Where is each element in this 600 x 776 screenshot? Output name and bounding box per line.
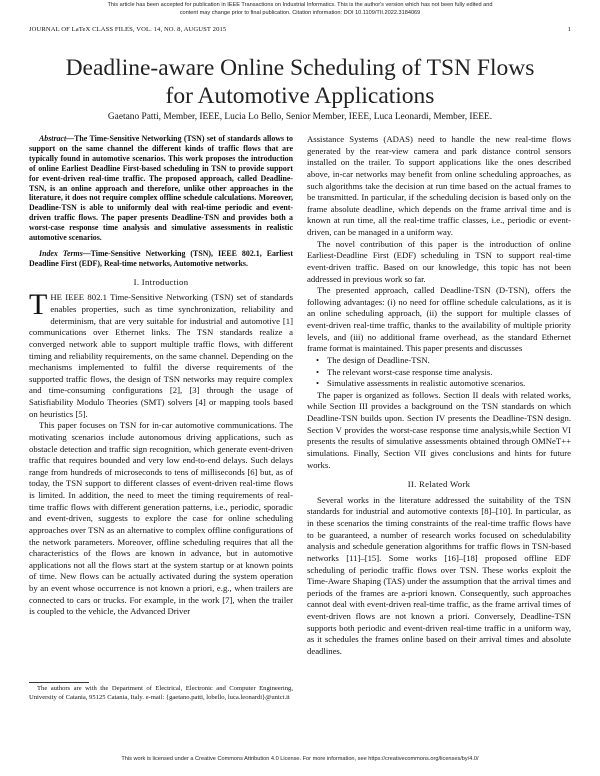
related-paragraph-1: Several works in the literature addressed the suitability of the TSN standards for industrial and automotive contexts [8]–[10]. In particular, as in these scenarios the timing constraints of the real-time traffic flows have to be guaranteed, a number of research works focused on schedulability analysis and schedule generation algorithms for traffic flows in TSN-based networks [11]–[15]. Some works [16]–[18] proposed offline EDF scheduling of periodic traffic flows over TSN. These works exploit the Time-Aware Shaping (TAS) under the assumption that the arrival times and periods of the frames are a-priori known. Consequently, such approaches cannot deal with event-driven real-time traffic, as the frame arrival times of event-driven flows are not known a priori. Conversely, Deadline-TSN supports both periodic and event-driven real-time traffic in a uniform way, as it schedules the frames online based on their arrival times and absolute deadlines. xyxy=(307,494,571,656)
journal-name: JOURNAL OF LaTeX CLASS FILES, VOL. 14, NO. 8, AUGUST 2015 xyxy=(29,26,227,33)
index-terms-label: Index Terms xyxy=(39,248,83,258)
page-number: 1 xyxy=(567,26,571,33)
index-terms xyxy=(29,249,293,269)
abstract-label: Abstract— xyxy=(39,134,75,143)
author-footnote: The authors are with the Department of Electrical, Electronic and Computer Engineering, University of Catania, 95125 Catania, Italy. e-mail: {gaetano.patti, lobello, luca.leonardi}@unict.it xyxy=(29,685,293,701)
paper-title xyxy=(0,54,600,110)
left-column xyxy=(29,134,293,618)
license-footer: This work is licensed under a Creative Commons Attribution 4.0 License. For more information, see https://creativecommons.org/licenses/by/4.0/ xyxy=(121,756,479,762)
right-paragraph-3: The presented approach, called Deadline-TSN (D-TSN), offers the following advantages: (i) no need for offline schedule calculations, as it is an online scheduling approach, (ii) the support for multiple classes of event-driven real-time traffic, thanks to the availability of multiple priority levels, and (iii) no additional frame overhead, as the standard Ethernet frame format is maintained. This paper presents and discusses xyxy=(307,285,571,354)
contribution-list xyxy=(307,355,571,390)
list-item: • The relevant worst-case response time analysis. xyxy=(307,367,571,379)
intro-paragraph-1 xyxy=(29,288,293,420)
intro-paragraph-2: This paper focuses on TSN for in-car automotive communications. The motivating scenarios include autonomous driving applications, such as obstacle detection and traffic sign recognition, which generate event-driven traffic that requires bounded and very low end-to-end delays. Such delays range from hundreds of microseconds to tens of milliseconds [6] but, as of today, the TSN support to different classes of event-driven real-time flows is limited. In addition, the need to meet the timing requirements of real-time traffic flows with different generation patterns, i.e., periodic, sporadic and event-driven, suggests to explore the case for online scheduling approaches over TSN as an alternative to complex offline configurations of the network parameters. Moreover, offline scheduling requires that all the characteristics of the flows are known in advance, but in automotive applications not all the flows start at the system startup or at known points of time. New flows can be actually activated during the system operation by an event whose occurrence is not known a priori, e.g., when trailers are connected to cars or trucks. For example, in the work [7], when the trailer is coupled to the vehicle, the Advanced Driver xyxy=(29,420,293,617)
right-paragraph-2: The novel contribution of this paper is the introduction of online Earliest-Deadline First (EDF) scheduling in TSN to support real-time event-driven traffic. Based on our knowledge, this topic has not been addressed in previous work so far. xyxy=(307,238,571,284)
running-head xyxy=(29,26,571,33)
publication-notice-line1: This article has been accepted for publication in IEEE Transactions on Industrial Informatics. This is the author's version which has not been fully edited and xyxy=(107,2,493,8)
publication-notice-line2: content may change prior to final publication. Citation information: DOI 10.1109/TII.2022.3184069 xyxy=(179,10,421,16)
author-list: Gaetano Patti, Member, IEEE, Lucia Lo Bello, Senior Member, IEEE, Luca Leonardi, Member, IEEE. xyxy=(107,112,493,122)
title-line1: Deadline-aware Online Scheduling of TSN Flows xyxy=(65,55,535,81)
section-heading-related-work: II. Related Work xyxy=(407,479,471,490)
publication-notice xyxy=(0,1,600,17)
section-heading-introduction: I. Introduction xyxy=(133,276,189,287)
intro-paragraph-1-text: HE IEEE 802.1 Time-Sensitive Networking (TSN) set of standards enables properties, such as time synchronization, reliability and determinism, that are very suitable for industrial and automotive [1] communications over Ethernet links. The TSN standards realize a converged network able to support multiple traffic flows, with different timing and reliability requirements, on the same channel. Depending on the mechanisms implemented to fulfil the diverse requirements of the supported traffic flows, the design of TSN networks may require complex and time-consuming configurations [2], [3] through the usage of Satisfiability Modulo Theories (SMT) solvers [4] or mapping tools based on heuristics [5]. xyxy=(29,292,293,419)
abstract-text: The Time-Sensitive Networking (TSN) set of standards allows to support on the same channel the different kinds of traffic flows that are typically found in automotive scenarios. This work proposes the introduction of online Earliest Deadline First-based scheduling in TSN to provide support for event-driven real-time traffic. The proposed approach, called Deadline-TSN, is an online approach and therefore, unlike other approaches in the literature, it does not require complex offline schedule calculations. Moreover, Deadline-TSN is able to uniformly deal with real-time periodic and event-driven traffic flows. The paper presents Deadline-TSN and provides both a worst-case response time analysis and simulative assessments in realistic automotive scenarios. xyxy=(29,134,293,243)
list-item: • The design of Deadline-TSN. xyxy=(307,355,571,367)
right-column xyxy=(307,134,571,658)
list-item: • Simulative assessments in realistic automotive scenarios. xyxy=(307,378,571,390)
drop-cap: T xyxy=(29,288,48,322)
title-line2: for Automotive Applications xyxy=(165,83,435,109)
abstract xyxy=(29,134,293,243)
index-terms-text: —Time-Sensitive Networking (TSN), IEEE 802.1, Earliest Deadline First (EDF), Real-time networks, Automotive networks. xyxy=(29,248,293,268)
footnote-divider xyxy=(29,682,89,683)
right-paragraph-1: Assistance Systems (ADAS) need to handle the new real-time flows generated by the rear-view camera and park distance control sensors installed on the trailer. To support applications like the ones described above, in-car networks may benefit from online scheduling approaches, as such algorithms take the decision at run time based on the actual frames to be transmitted. In particular, if the scheduling decision is based only on the frame absolute deadline, which depends on the frame arrival time and is known at run time, all the real-time traffic classes, i.e., periodic or event-driven, can be managed in a uniform way. xyxy=(307,134,571,237)
right-paragraph-4: The paper is organized as follows. Section II deals with related works, while Section III provides a background on the TSN standards on which Deadline-TSN builds upon. Section IV presents the Deadline-TSN design. Section V provides the worst-case response time analysis,while Section VI presents the results of simulative assessments obtained through OMNeT++ simulations. Finally, Section VII gives conclusions and hints for future works. xyxy=(307,389,571,470)
